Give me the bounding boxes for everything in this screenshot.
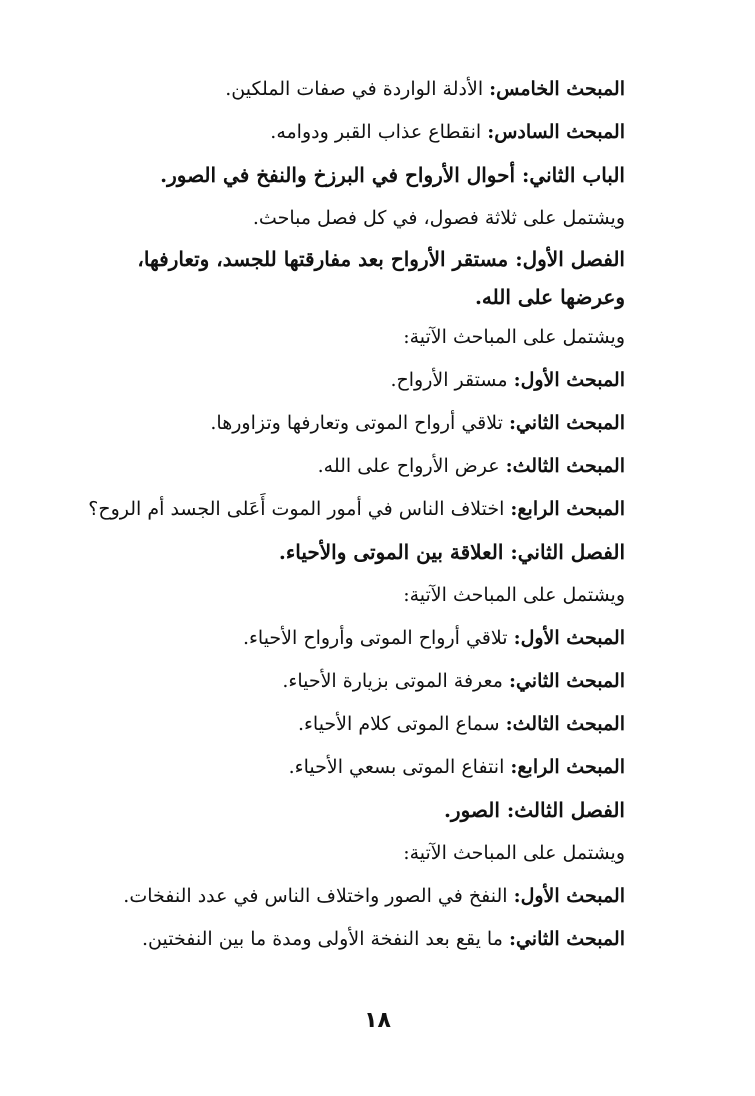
chapter-title: الصور.	[443, 798, 507, 822]
intro-text: ويشتمل على ثلاثة فصول، في كل فصل مباحث.	[252, 207, 625, 229]
toc-line-label: المبحث الرابع:	[510, 498, 625, 520]
toc-line-text: معرفة الموتى بزيارة الأحياء.	[282, 670, 509, 692]
toc-line	[40, 660, 625, 703]
chapter-title: مستقر الأرواح بعد مفارقتها للجسد، وتعارفها،	[137, 247, 516, 271]
toc-line	[40, 445, 625, 488]
toc-line-label: المبحث الأول:	[513, 885, 625, 907]
page-number: ١٨	[364, 1008, 391, 1033]
toc-line-text: الأدلة الواردة في صفات الملكين.	[225, 78, 490, 100]
chapter-heading	[40, 531, 625, 574]
toc-line-text: عرض الأرواح على الله.	[317, 455, 506, 477]
chapter-label: الفصل الأول:	[515, 247, 625, 271]
toc-line-label: المبحث الثاني:	[508, 928, 625, 950]
toc-line-label: المبحث الثاني:	[508, 412, 625, 434]
toc-line	[40, 875, 625, 918]
intro-line	[40, 316, 625, 359]
toc-line	[40, 488, 625, 531]
chapter-title: العلاقة بين الموتى والأحياء.	[278, 540, 511, 564]
toc-line-text: انقطاع عذاب القبر ودوامه.	[270, 121, 488, 143]
chapter-heading	[40, 789, 625, 832]
toc-line-text: تلاقي أرواح الموتى وأرواح الأحياء.	[242, 627, 514, 649]
toc-line-text: اختلاف الناس في أمور الموت أَعَلى الجسد أم الروح؟	[88, 498, 511, 520]
toc-line	[40, 111, 625, 154]
toc-line	[40, 918, 625, 961]
intro-text: ويشتمل على المباحث الآتية:	[403, 326, 625, 348]
section-heading	[40, 154, 625, 197]
page-body	[40, 68, 625, 961]
intro-line	[40, 574, 625, 617]
chapter-title-continuation: وعرضها على الله.	[474, 285, 625, 309]
toc-line-label: المبحث الثاني:	[508, 670, 625, 692]
toc-line	[40, 402, 625, 445]
toc-line-label: المبحث الرابع:	[510, 756, 625, 778]
toc-line-text: تلاقي أرواح الموتى وتعارفها وتزاورها.	[210, 412, 509, 434]
toc-line-label: المبحث الخامس:	[489, 78, 625, 100]
chapter-label: الفصل الثالث:	[506, 798, 625, 822]
toc-line	[40, 617, 625, 660]
intro-text: ويشتمل على المباحث الآتية:	[403, 842, 625, 864]
toc-line-label: المبحث الثالث:	[505, 455, 625, 477]
intro-line	[40, 197, 625, 240]
toc-line-label: المبحث الأول:	[513, 369, 625, 391]
toc-line-text: سماع الموتى كلام الأحياء.	[297, 713, 506, 735]
toc-line-label: المبحث الثالث:	[505, 713, 625, 735]
intro-text: ويشتمل على المباحث الآتية:	[403, 584, 625, 606]
toc-line-label: المبحث السادس:	[487, 121, 625, 143]
toc-line-text: مستقر الأرواح.	[390, 369, 514, 391]
toc-line	[40, 359, 625, 402]
toc-line	[40, 703, 625, 746]
chapter-label: الفصل الثاني:	[510, 540, 625, 564]
toc-line-text: انتفاع الموتى بسعي الأحياء.	[288, 756, 511, 778]
section-heading-text: الباب الثاني: أحوال الأرواح في البرزخ والنفخ في الصور.	[160, 163, 625, 187]
chapter-heading	[30, 240, 625, 316]
toc-line	[40, 68, 625, 111]
toc-line	[40, 746, 625, 789]
toc-line-text: النفخ في الصور واختلاف الناس في عدد النفخات.	[123, 885, 514, 907]
toc-line-label: المبحث الأول:	[513, 627, 625, 649]
intro-line	[40, 832, 625, 875]
toc-line-text: ما يقع بعد النفخة الأولى ومدة ما بين النفختين.	[142, 928, 509, 950]
